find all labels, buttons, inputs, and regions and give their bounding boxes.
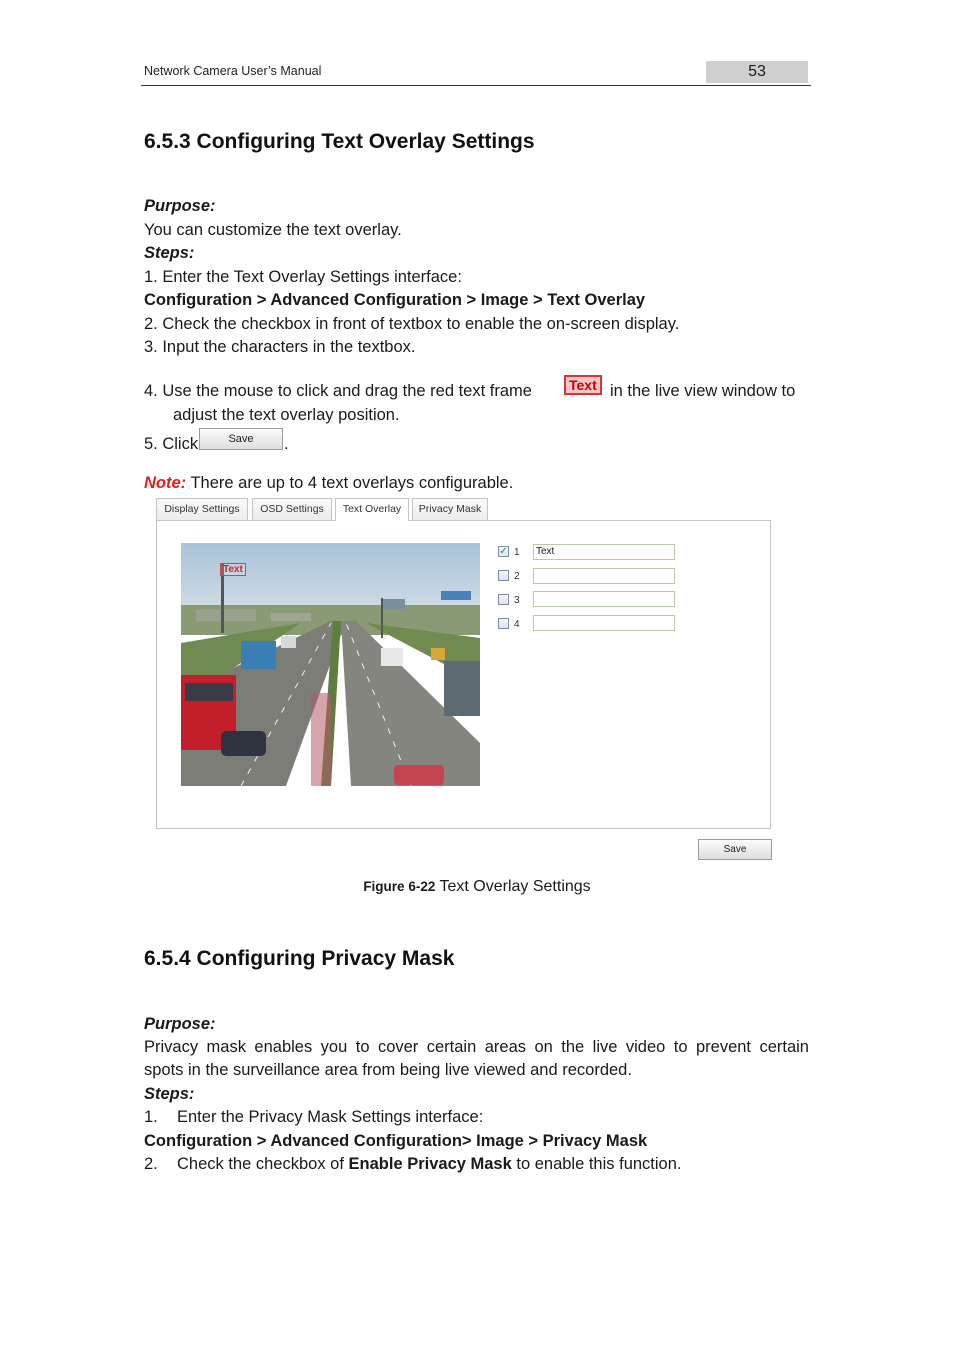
overlay-3-number: 3: [514, 595, 520, 606]
header-divider: [141, 85, 811, 86]
overlay-1-number: 1: [514, 547, 520, 558]
steps-label-2: Steps:: [144, 1085, 195, 1103]
step-2-number-2: 2.: [144, 1155, 158, 1173]
step-4-end: in the live view window to: [610, 382, 796, 400]
inline-save-button-image: Save: [199, 428, 283, 450]
figure-caption-label: Figure 6-22: [363, 879, 436, 894]
overlay-3-text-field[interactable]: [533, 591, 675, 607]
live-view-window: [181, 543, 480, 786]
header-manual-title: Network Camera User’s Manual: [144, 64, 322, 78]
video-text-frame[interactable]: Text: [220, 563, 246, 576]
purpose-label-2: Purpose:: [144, 1015, 216, 1033]
step-4-start: 4. Use the mouse to click and drag the red text frame: [144, 382, 532, 400]
purpose-text: You can customize the text overlay.: [144, 221, 402, 239]
text-frame-icon: [564, 375, 602, 395]
menu-path-2: Configuration > Advanced Configuration> Image > Privacy Mask: [144, 1132, 648, 1150]
step-5-period: .: [284, 435, 289, 453]
purpose-label: Purpose:: [144, 197, 216, 215]
tab-text-overlay[interactable]: Text Overlay: [335, 498, 409, 521]
overlay-1-text-field[interactable]: Text: [533, 544, 675, 560]
step-1-text-2: Enter the Privacy Mask Settings interface:: [177, 1108, 484, 1126]
figure-caption-text: Text Overlay Settings: [435, 878, 591, 895]
enable-privacy-mask-label: Enable Privacy Mask: [348, 1155, 512, 1173]
overlay-1-checkbox[interactable]: ✓: [499, 546, 508, 557]
tab-display-settings[interactable]: Display Settings: [156, 498, 248, 520]
steps-label: Steps:: [144, 244, 195, 262]
live-view-image: [181, 543, 480, 786]
overlay-2-number: 2: [514, 571, 520, 582]
overlay-4-text-field[interactable]: [533, 615, 675, 631]
step-2-text-start: Check the checkbox of: [177, 1155, 349, 1173]
section-heading-text-overlay: 6.5.3 Configuring Text Overlay Settings: [144, 130, 535, 153]
note-text: There are up to 4 text overlays configurable.: [186, 474, 514, 492]
section-heading-privacy-mask: 6.5.4 Configuring Privacy Mask: [144, 947, 455, 970]
step-3: 3. Input the characters in the textbox.: [144, 338, 416, 356]
menu-path: Configuration > Advanced Configuration > Image > Text Overlay: [144, 291, 646, 309]
text-frame-label: Text: [564, 375, 602, 395]
step-5: 5. Click: [144, 435, 199, 453]
purpose-text-2-line-2: spots in the surveillance area from being live viewed and recorded.: [144, 1061, 632, 1079]
save-button[interactable]: Save: [698, 839, 772, 860]
tab-privacy-mask[interactable]: Privacy Mask: [412, 498, 488, 520]
note-label: Note:: [144, 474, 187, 492]
step-4-continuation: adjust the text overlay position.: [173, 406, 400, 424]
purpose-text-2-line-1: Privacy mask enables you to cover certain areas on the live video to prevent certain: [144, 1038, 809, 1056]
note: [144, 473, 513, 493]
step-2-text-end: to enable this function.: [511, 1155, 682, 1173]
overlay-3-checkbox[interactable]: [498, 594, 509, 605]
overlay-4-number: 4: [514, 619, 520, 630]
page-number: 53: [706, 61, 808, 83]
step-1: 1. Enter the Text Overlay Settings interface:: [144, 268, 462, 286]
step-1-number-2: 1.: [144, 1108, 158, 1126]
step-2: 2. Check the checkbox in front of textbox to enable the on-screen display.: [144, 315, 680, 333]
overlay-4-checkbox[interactable]: [498, 618, 509, 629]
overlay-2-checkbox[interactable]: [498, 570, 509, 581]
step-2-text-2: [177, 1154, 681, 1174]
figure-caption: [0, 878, 954, 896]
overlay-2-text-field[interactable]: [533, 568, 675, 584]
tab-osd-settings[interactable]: OSD Settings: [252, 498, 332, 520]
